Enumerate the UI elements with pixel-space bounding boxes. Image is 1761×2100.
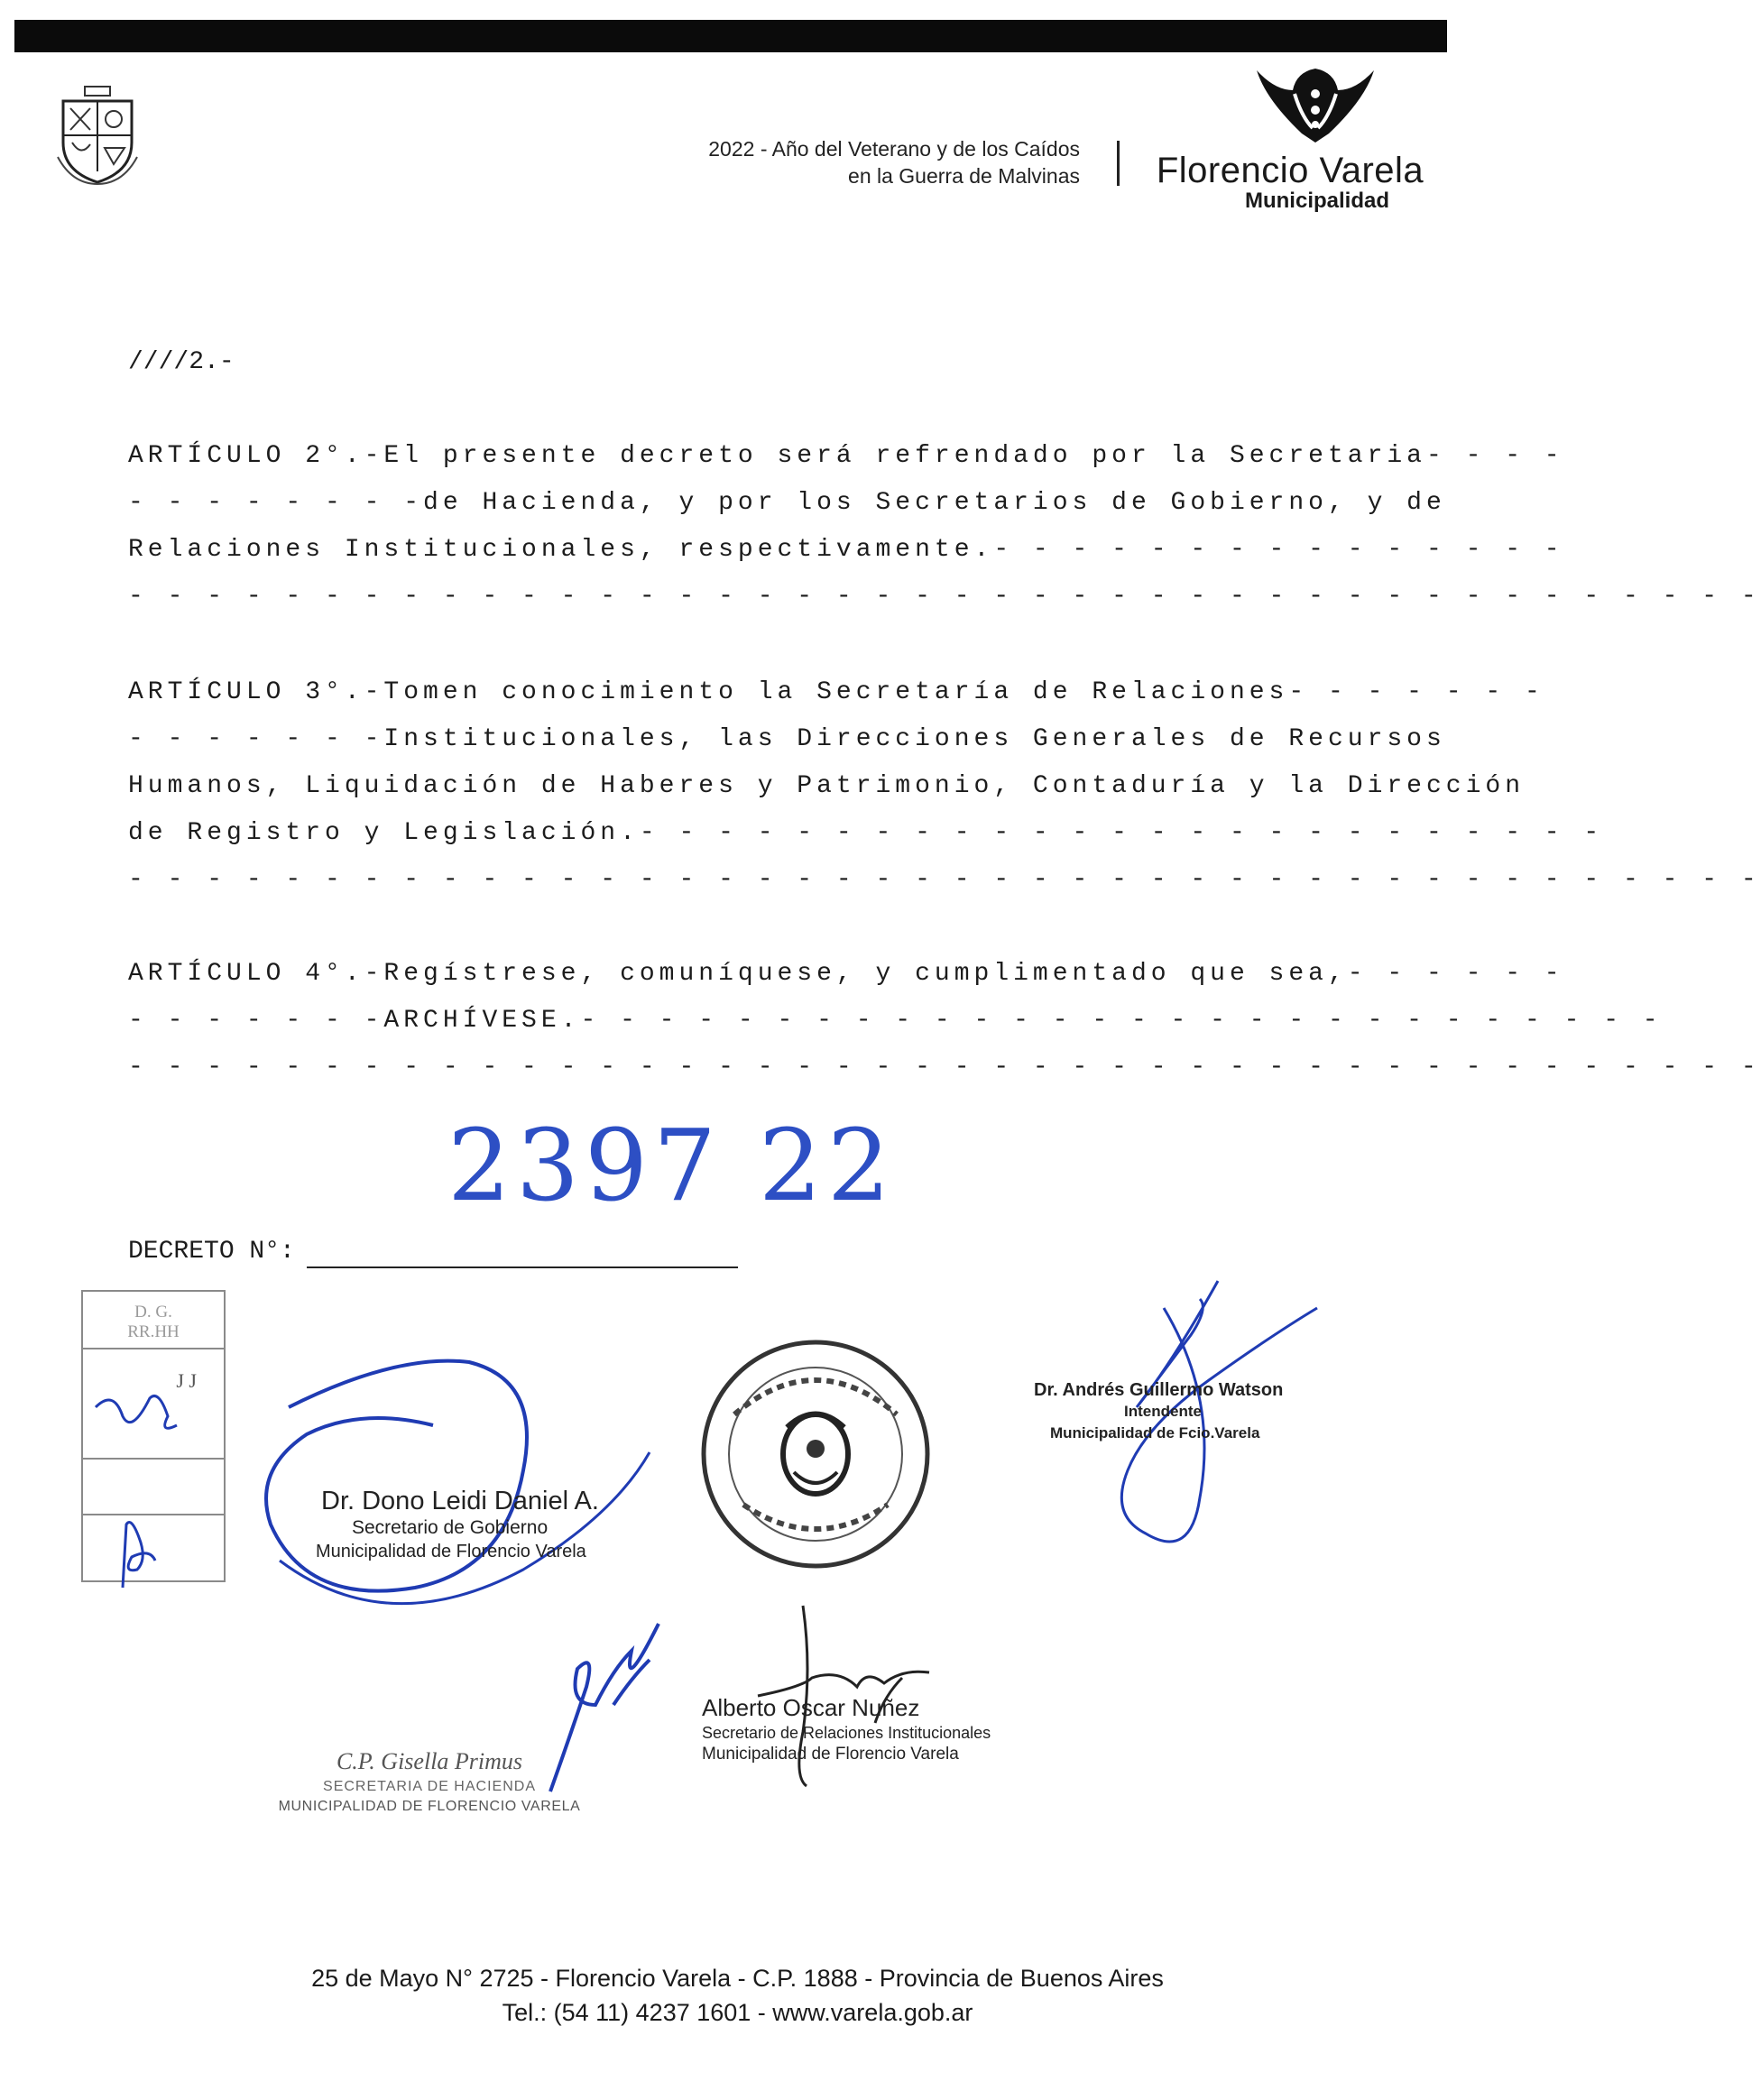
article-2-line-4: - - - - - - - - - - - - - - - - - - - - - - - - - - - - - - - - - - - - - - - - - - bbox=[128, 583, 1761, 611]
article-3-line-1: ARTÍCULO 3°.-Tomen conocimiento la Secretaría de Relaciones- - - - - - - bbox=[128, 678, 1544, 706]
municipal-coat-of-arms-icon bbox=[54, 85, 141, 186]
watson-org: Municipalidad de Fcio.Varela bbox=[1050, 1424, 1260, 1441]
nunez-org: Municipalidad de Florencio Varela bbox=[702, 1745, 959, 1764]
nunez-name: Alberto Oscar Nuñez bbox=[702, 1694, 920, 1721]
stamp-head-line-2: RR.HH bbox=[127, 1322, 180, 1341]
decree-label: DECRETO N°: bbox=[128, 1238, 295, 1266]
article-2-line-2: - - - - - - - -de Hacienda, y por los Secretarios de Gobierno, y de bbox=[128, 489, 1446, 517]
footer-line-1: 25 de Mayo N° 2725 - Florencio Varela - C.P. 1888 - Provincia de Buenos Aires bbox=[311, 1965, 1164, 1992]
municipal-round-seal-icon bbox=[689, 1328, 942, 1580]
article-2-line-3: Relaciones Institucionales, respectivamente.- - - - - - - - - - - - - - - bbox=[128, 536, 1564, 564]
article-3-line-2: - - - - - - -Institucionales, las Direcciones Generales de Recursos bbox=[128, 725, 1446, 753]
florencio-varela-logo-icon bbox=[1248, 63, 1383, 144]
article-3-line-4: de Registro y Legislación.- - - - - - - - - - - - - - - - - - - - - - - - - bbox=[128, 819, 1604, 847]
article-4-line-3: - - - - - - - - - - - - - - - - - - - - - - - - - - - - - - - - - - - - - - - - - - bbox=[128, 1054, 1761, 1082]
watson-role: Intendente bbox=[1124, 1403, 1202, 1420]
article-4-line-2: - - - - - - -ARCHÍVESE.- - - - - - - - - - - - - - - - - - - - - - - - - - - - bbox=[128, 1007, 1663, 1035]
signature-nunez bbox=[702, 1694, 991, 1765]
brand-name: Florencio Varela bbox=[1156, 151, 1424, 190]
header-divider bbox=[1117, 141, 1120, 186]
signature-watson bbox=[1034, 1380, 1283, 1444]
decree-number-stamp: 2397 22 bbox=[447, 1108, 896, 1223]
primus-org: MUNICIPALIDAD DE FLORENCIO VARELA bbox=[278, 1799, 581, 1814]
article-4-line-1: ARTÍCULO 4°.-Regístrese, comuníquese, y cumplimentado que sea,- - - - - - bbox=[128, 960, 1564, 988]
stamp-head-line-1: D. G. bbox=[134, 1303, 172, 1322]
primus-name: C.P. Gisella Primus bbox=[336, 1748, 523, 1774]
motto-line-1: 2022 - Año del Veterano y de los Caídos bbox=[708, 137, 1080, 161]
motto-line-2: en la Guerra de Malvinas bbox=[848, 164, 1080, 188]
stamp-header-row bbox=[83, 1292, 224, 1349]
article-4 bbox=[128, 951, 1761, 1091]
article-3-line-5: - - - - - - - - - - - - - - - - - - - - - - - - - - - - - - - - - - - - - - - - - - bbox=[128, 866, 1761, 894]
decree-underline bbox=[307, 1266, 738, 1268]
article-3-line-3: Humanos, Liquidación de Haberes y Patrimonio, Contaduría y la Dirección bbox=[128, 772, 1525, 800]
dono-org: Municipalidad de Florencio Varela bbox=[316, 1542, 586, 1561]
signature-dono bbox=[316, 1487, 599, 1563]
article-2-line-1: ARTÍCULO 2°.-El presente decreto será refrendado por la Secretaria- - - - bbox=[128, 442, 1564, 470]
nunez-role: Secretario de Relaciones Institucionales bbox=[702, 1724, 991, 1742]
footer-line-2: Tel.: (54 11) 4237 1601 - www.varela.gob.ar bbox=[502, 1999, 973, 2026]
signature-primus bbox=[267, 1748, 592, 1815]
brand-subtitle: Municipalidad bbox=[1244, 189, 1389, 213]
page-mark: ////2.- bbox=[128, 348, 235, 376]
watson-name: Dr. Andrés Guillermo Watson bbox=[1034, 1380, 1284, 1400]
brand-block bbox=[1137, 63, 1443, 212]
article-2 bbox=[128, 433, 1761, 621]
dono-name: Dr. Dono Leidi Daniel A. bbox=[321, 1487, 599, 1515]
article-3 bbox=[128, 669, 1761, 904]
stamp-initials-scribble-icon bbox=[87, 1380, 195, 1588]
dono-role: Secretario de Gobierno bbox=[352, 1517, 549, 1538]
primus-role: SECRETARIA DE HACIENDA bbox=[323, 1779, 536, 1794]
scan-top-bar bbox=[14, 20, 1447, 52]
footer-address bbox=[0, 1961, 1475, 2030]
stamp-initials: J J bbox=[176, 1369, 197, 1392]
header-motto bbox=[708, 135, 1080, 189]
